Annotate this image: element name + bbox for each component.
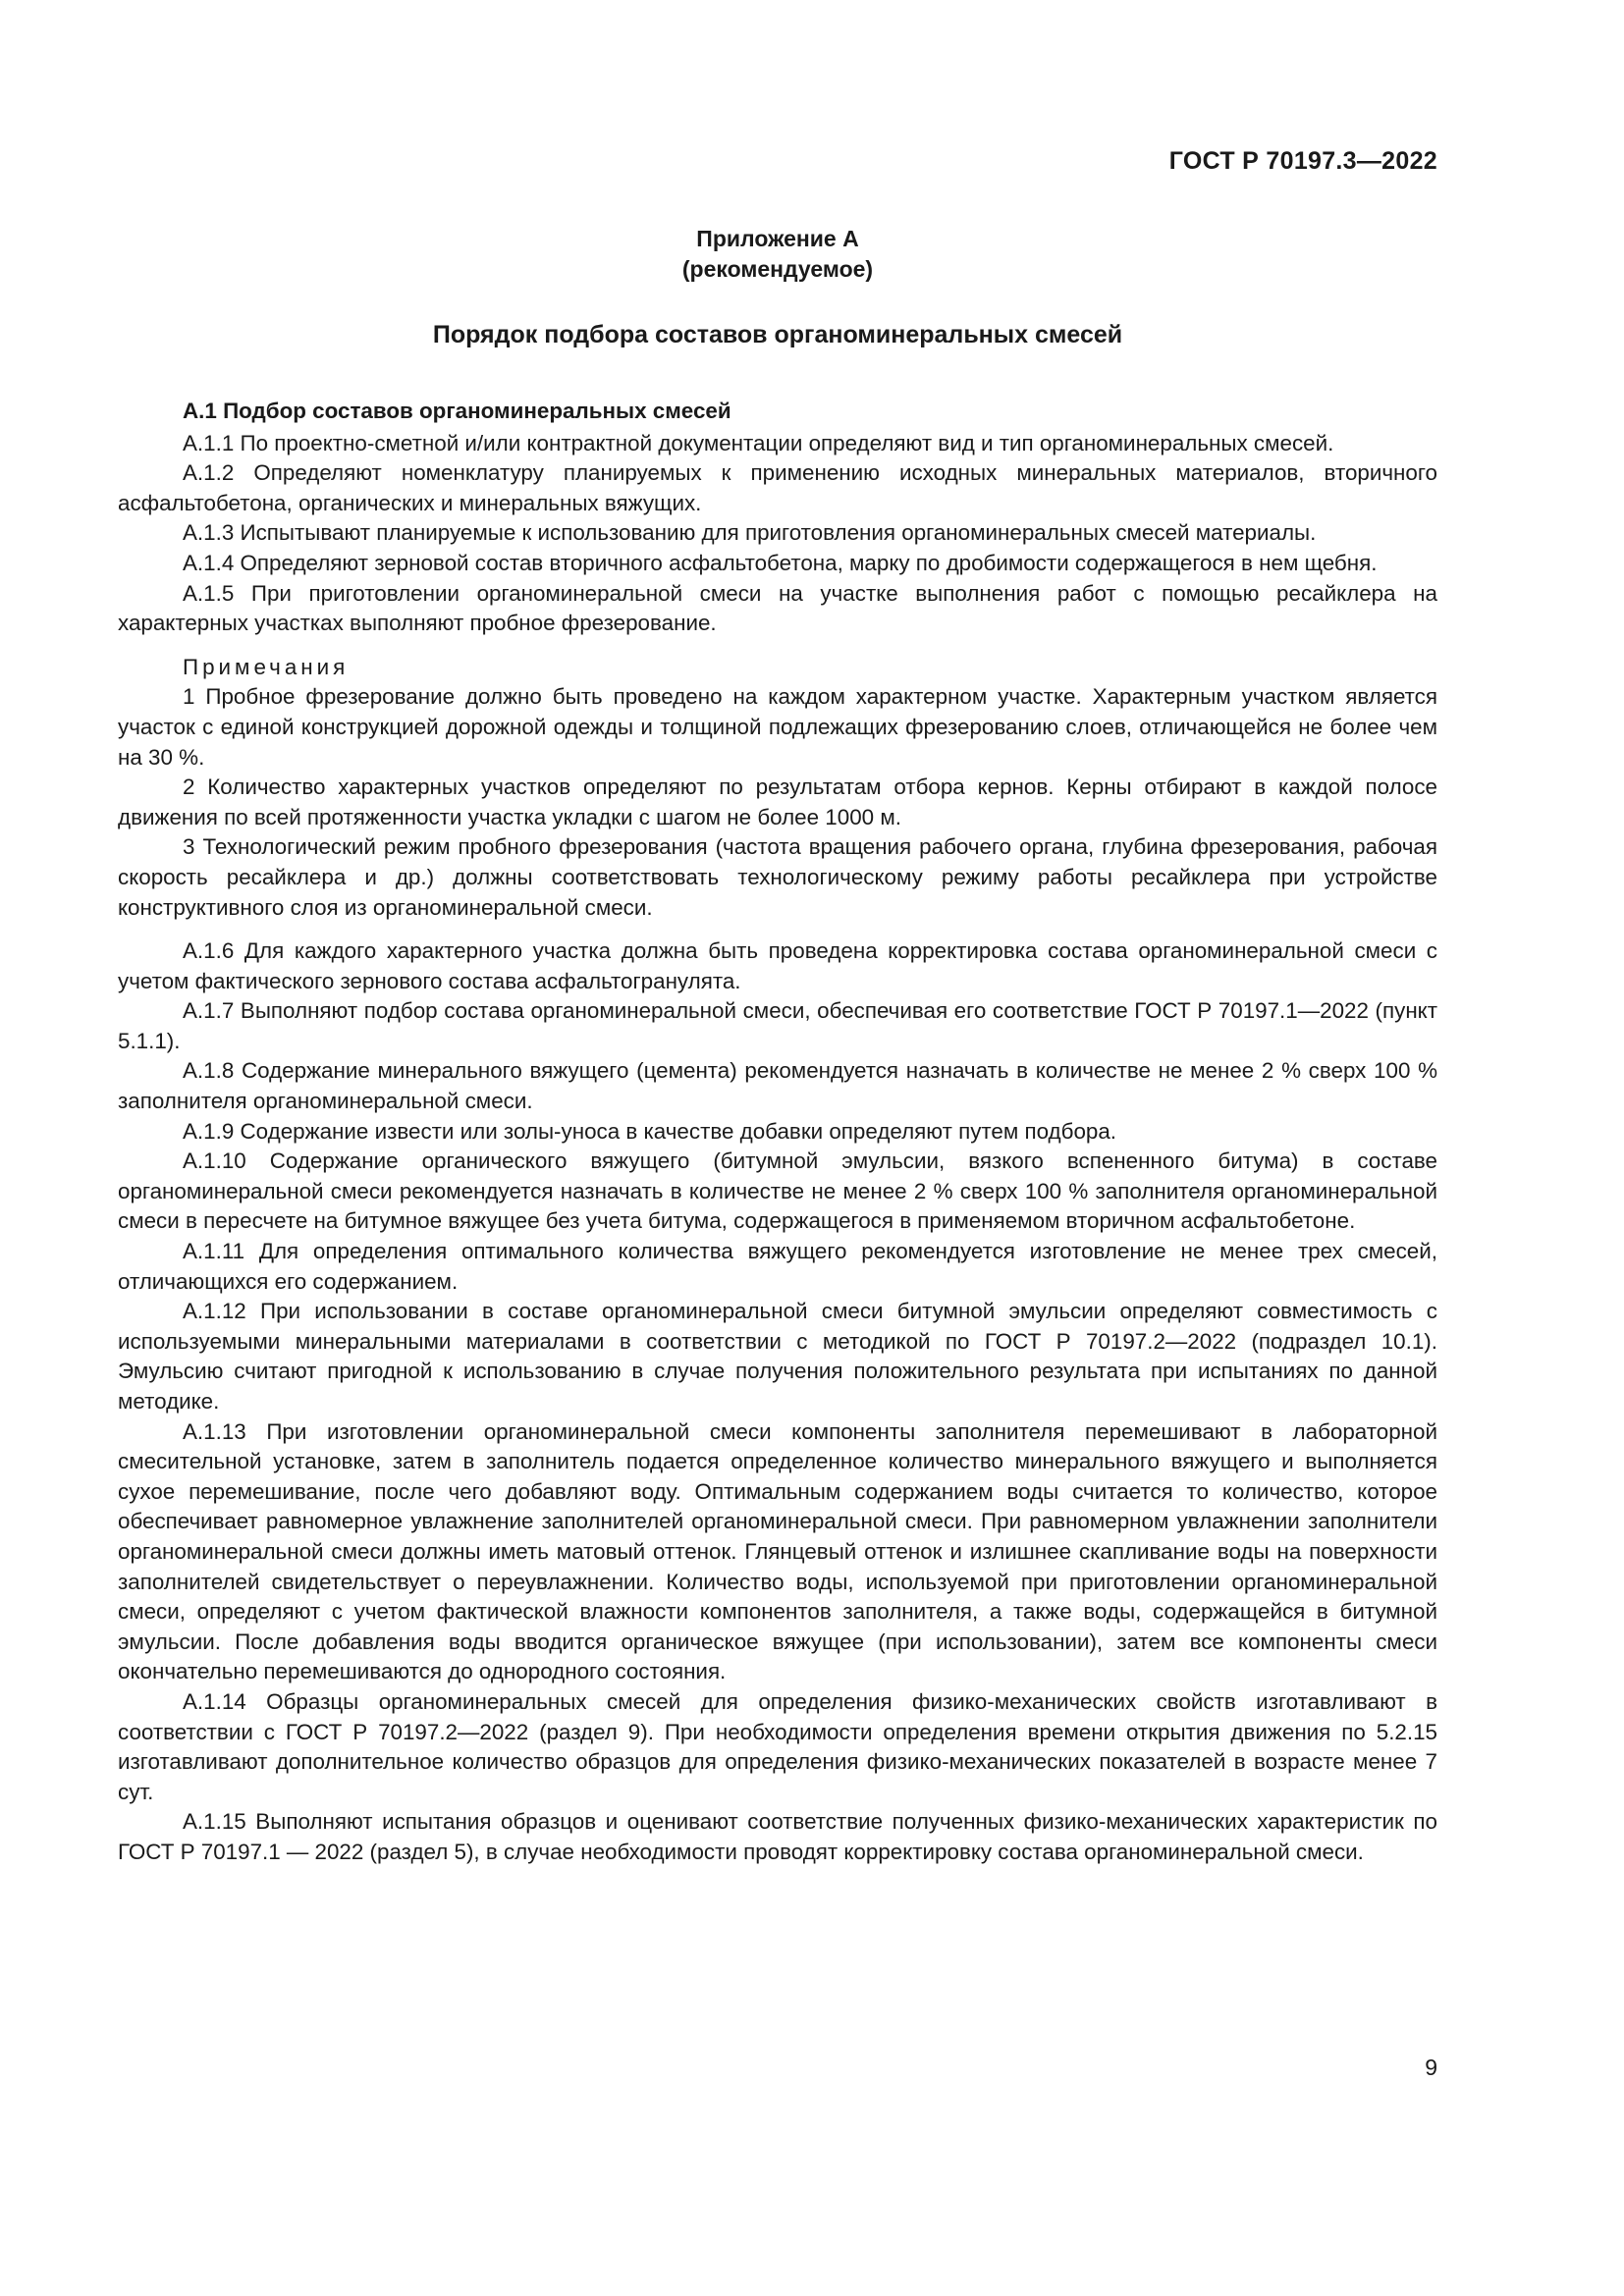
appendix-heading xyxy=(118,224,1437,285)
paragraph-a-1-6: А.1.6 Для каждого характерного участка должна быть проведена корректировка состава органоминеральной смеси с учетом фактического зернового состава асфальтогранулята. xyxy=(118,938,1437,993)
page-number: 9 xyxy=(1425,2055,1437,2080)
paragraphs-after-notes xyxy=(118,936,1437,1867)
paragraph-a-1-10: А.1.10 Содержание органического вяжущего (битумной эмульсии, вязкого вспененного битума) в составе органоминеральной смеси рекомендуется назначать в количестве не менее 2 % сверх 100 % заполнителя органоминеральной смеси в пересчете на битумное вяжущее без учета битума, содержащегося в применяемом вторичном асфальтобетоне. xyxy=(118,1148,1437,1234)
paragraph-a-1-15: А.1.15 Выполняют испытания образцов и оценивают соответствие полученных физико-механических характеристик по ГОСТ Р 70197.1 — 2022 (раздел 5), в случае необходимости проводят корректировку состава органоминеральной смеси. xyxy=(118,1809,1437,1864)
document-body xyxy=(118,397,1437,1868)
paragraph-a-1-12: А.1.12 При использовании в составе органоминеральной смеси битумной эмульсии определяют совместимость с используемыми минеральными материалами в соответствии с методикой по ГОСТ Р 70197.2—2022 (подраздел 10.1). Эмульсию считают пригодной к использованию в случае получения положительного результата при испытаниях по данной методике. xyxy=(118,1299,1437,1414)
paragraph-a-1-2: А.1.2 Определяют номенклатуру планируемых к применению исходных минеральных материалов, вторичного асфальтобетона, органических и минеральных вяжущих. xyxy=(118,460,1437,515)
paragraph-a-1-4: А.1.4 Определяют зерновой состав вторичного асфальтобетона, марку по дробимости содержащегося в нем щебня. xyxy=(183,550,1378,575)
document-code: ГОСТ Р 70197.3—2022 xyxy=(1168,147,1437,175)
paragraph-a-1-11: А.1.11 Для определения оптимального количества вяжущего рекомендуется изготовление не менее трех смесей, отличающихся его содержанием. xyxy=(118,1239,1437,1294)
paragraph-a-1-14: А.1.14 Образцы органоминеральных смесей для определения физико-механических свойств изготавливают в соответствии с ГОСТ Р 70197.2—2022 (раздел 9). При необходимости определения времени открытия движения по 5.2.15 изготавливают дополнительное количество образцов для определения физико-механических показателей в возрасте менее 7 сут. xyxy=(118,1688,1437,1804)
note-3: 3 Технологический режим пробного фрезерования (частота вращения рабочего органа, глубина фрезерования, рабочая скорость ресайклера и др.) должны соответствовать технологическому режиму работы ресайклера при устройстве конструктивного слоя из органоминеральной смеси. xyxy=(118,834,1437,920)
appendix-title: Приложение А xyxy=(696,226,859,251)
appendix-subtitle: (рекомендуемое) xyxy=(681,256,874,282)
note-2: 2 Количество характерных участков определяют по результатам отбора кернов. Керны отбирают в каждой полосе движения по всей протяженности участка укладки с шагом не более 1000 м. xyxy=(118,774,1437,829)
paragraph-a-1-1: А.1.1 По проектно-сметной и/или контрактной документации определяют вид и тип органоминеральных смесей. xyxy=(183,430,1334,455)
notes-label: Примечания xyxy=(183,654,350,679)
note-1: 1 Пробное фрезерование должно быть проведено на каждом характерном участке. Характерным участком является участок с единой конструкцией дорожной одежды и толщиной подлежащих фрезерованию слоев, отличающейся не более чем на 30 %. xyxy=(118,684,1437,770)
paragraph-a-1-3: А.1.3 Испытывают планируемые к использованию для приготовления органоминеральных смесей материалы. xyxy=(183,520,1317,546)
paragraph-a-1-7: А.1.7 Выполняют подбор состава органоминеральной смеси, обеспечивая его соответствие ГОСТ Р 70197.1—2022 (пункт 5.1.1). xyxy=(118,998,1437,1053)
paragraph-a-1-8: А.1.8 Содержание минерального вяжущего (цемента) рекомендуется назначать в количестве не менее 2 % сверх 100 % заполнителя органоминеральной смеси. xyxy=(118,1058,1437,1114)
paragraph-a-1-13: А.1.13 При изготовлении органоминеральной смеси компоненты заполнителя перемешивают в лабораторной смесительной установке, затем в заполнитель подается определенное количество минерального вяжущего и выполняется сухое перемешивание, после чего добавляют воду. Оптимальным содержанием воды считается то количество, которое обеспечивает равномерное увлажнение заполнителей органоминеральной смеси. При равномерном увлажнении заполнители органоминеральной смеси должны иметь матовый оттенок. Глянцевый оттенок и излишнее скапливание воды на поверхности заполнителей свидетельствует о переувлажнении. Количество воды, используемой при приготовлении органоминеральной смеси, определяют с учетом фактической влажности компонентов заполнителя, а также воды, содержащейся в битумной эмульсии. После добавления воды вводится органическое вяжущее (при использовании), затем все компоненты смеси окончательно перемешиваются до однородного состояния. xyxy=(118,1418,1437,1684)
paragraph-a-1-5: А.1.5 При приготовлении органоминеральной смеси на участке выполнения работ с помощью ресайклера на характерных участках выполняют пробное фрезерование. xyxy=(118,580,1437,636)
section-title: Порядок подбора составов органоминеральных смесей xyxy=(432,321,1123,348)
subsection-heading: А.1 Подбор составов органоминеральных смесей xyxy=(183,399,731,423)
paragraph-a-1-9: А.1.9 Содержание извести или золы-уноса в качестве добавки определяют путем подбора. xyxy=(183,1118,1117,1144)
